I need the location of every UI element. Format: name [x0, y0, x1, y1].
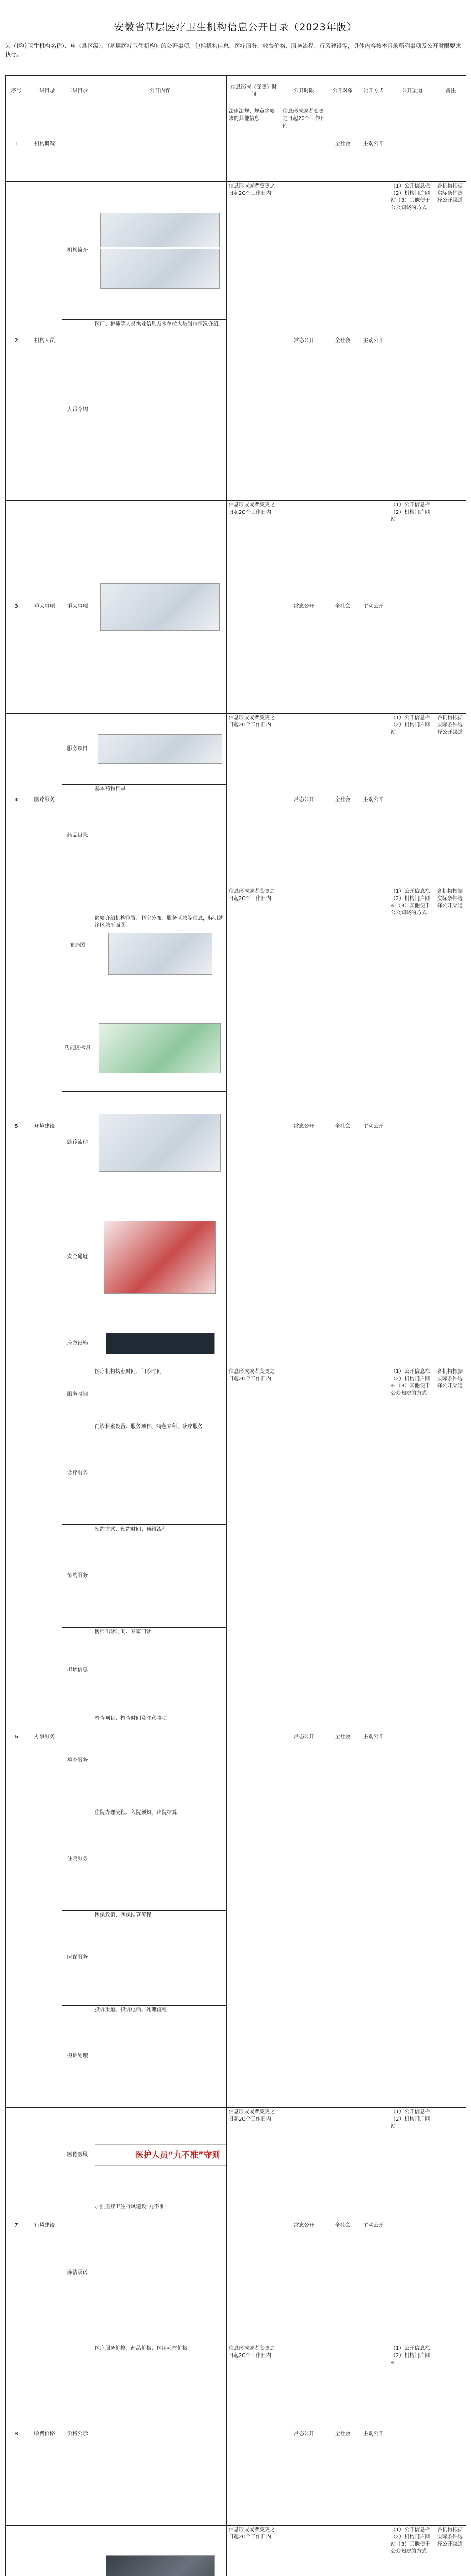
time-cell: 信息形成或者变更之日起20个工作日内: [227, 714, 281, 887]
content-cell: [93, 1194, 227, 1320]
header-cell: 公开对象: [327, 76, 358, 107]
level1-category: 机构人员: [27, 182, 62, 501]
row-number: 7: [6, 2108, 27, 2344]
limit-cell: 常态公开: [281, 714, 327, 887]
level1-category: 医疗服务: [27, 714, 62, 887]
floor-plan-image: [108, 933, 212, 975]
content-cell: 投诉渠道、投诉电话、处理流程: [93, 2005, 227, 2108]
target-cell: 全社会: [327, 107, 358, 182]
table-row: [6, 2108, 466, 2202]
document-intro: 为（医疗卫生机构名称）、申（县区级）、（基层医疗卫生机构）的公开事项，包括机构信息、医疗服务、收费价格、服务流程、行风建设等，具体内容按本目录所列事项及公开时限要求执行。: [5, 43, 461, 58]
content-cell: [93, 501, 227, 714]
content-cell: 医疗服务价格、药品价格、医用耗材价格: [93, 2344, 227, 2526]
exit-sign-photo: [106, 1333, 215, 1354]
channel-cell: （1）公开信息栏（2）机构门户网站: [389, 501, 435, 714]
target-cell: 全社会: [327, 887, 358, 1367]
level2-category: 布局图: [62, 887, 93, 1005]
content-cell: 基本药物目录: [93, 784, 227, 887]
header-cell: 序号: [6, 76, 27, 107]
level1-category: 机构概况: [27, 107, 62, 182]
certificate-photo: [100, 249, 220, 289]
channel-cell: （1）公开信息栏（2）机构门户网站: [389, 2108, 435, 2344]
note-cell: [435, 501, 466, 714]
channel-cell: （1）公开信息栏（2）机构门户网站（3）其他便于公众知晓的方式: [389, 1367, 435, 2108]
header-cell: 公开渠道: [389, 76, 435, 107]
level1-category: 行风建设: [27, 2108, 62, 2344]
level1-category: 环境建设: [27, 887, 62, 1367]
level2-category: 投诉处理: [62, 2005, 93, 2108]
row-number: 4: [6, 714, 27, 887]
channel-cell: （1）公开信息栏（2）机构门户网站: [389, 714, 435, 887]
level2-category: 价格公示: [62, 2344, 93, 2526]
way-cell: 主动公开: [358, 714, 389, 887]
content-cell: [93, 1320, 227, 1367]
way-cell: 主动公开: [358, 2344, 389, 2526]
content-cell: 医师、护师等人员执业信息及本单位人员岗位情况介绍。: [93, 319, 227, 501]
note-cell: 各机构根据实际条件选择公开渠道: [435, 1367, 466, 2108]
content-cell: 门诊科室设置、服务项目、特色专科、诊疗服务: [93, 1422, 227, 1525]
content-cell: 预约方式、预约时间、预约流程: [93, 1525, 227, 1628]
channel-cell: （1）公开信息栏（2）机构门户网站（3）其他便于公众知晓的方式: [389, 182, 435, 501]
level1-category: 办事服务: [27, 1367, 62, 2108]
document-title: 安徽省基层医疗卫生机构信息公开目录（2023年版）: [114, 22, 357, 33]
way-cell: 主动公开: [358, 887, 389, 1367]
way-cell: 主动公开: [358, 107, 389, 182]
table-row: [6, 501, 466, 714]
level2-category: 出诊信息: [62, 1627, 93, 1714]
time-cell: 信息形成或者变更之日起20个工作日内: [227, 501, 281, 714]
level2-category: 住院服务: [62, 1808, 93, 1911]
content-cell: [93, 182, 227, 320]
limit-cell: 常态公开: [281, 2344, 327, 2526]
nine-rules-banner: 医护人员“九不准”守则: [95, 2144, 227, 2166]
license-photo: [100, 213, 220, 247]
way-cell: 主动公开: [358, 182, 389, 501]
note-cell: 各机构根据实际条件选择公开渠道: [435, 887, 466, 1367]
level2-category: 安全通道: [62, 1194, 93, 1320]
level2-category: 功能区标识: [62, 1005, 93, 1091]
header-cell: 信息形成（变更）时间: [227, 76, 281, 107]
level2-category: [62, 107, 93, 182]
level2-category: 机构简介: [62, 182, 93, 320]
content-text: 简要介绍机构位置、科室分布、服务区域等信息，标明就诊区域平面图: [95, 916, 223, 929]
level2-category: 应急设施: [62, 1320, 93, 1367]
way-cell: 主动公开: [358, 1367, 389, 2108]
table-row: [6, 107, 466, 182]
content-cell: [93, 714, 227, 785]
note-cell: [435, 2344, 466, 2526]
time-cell: 信息形成或者变更之日起20个工作日内: [227, 2344, 281, 2526]
time-cell: 法律法规、规章等要求的其他信息: [227, 107, 281, 182]
level2-category: 服务项目: [62, 714, 93, 785]
time-cell: 信息形成或者变更之日起20个工作日内: [227, 2108, 281, 2344]
level2-category: 服务时间: [62, 1367, 93, 1422]
header-cell: 公开方式: [358, 76, 389, 107]
content-cell: 医师出诊时间、专家门诊: [93, 1627, 227, 1714]
target-cell: 全社会: [327, 1367, 358, 2108]
limit-cell: 信息形成或者变更之日起20个工作日内: [281, 107, 327, 182]
channel-cell: （1）公开信息栏（2）机构门户网站: [389, 2344, 435, 2526]
header-cell: 一级目录: [27, 76, 62, 107]
limit-cell: [281, 2525, 327, 2576]
limit-cell: 常态公开: [281, 2108, 327, 2344]
limit-cell: 常态公开: [281, 501, 327, 714]
service-desk-photo: [106, 2555, 215, 2576]
header-cell: 备注: [435, 76, 466, 107]
level2-category: 医保服务: [62, 1911, 93, 2005]
row-number: 8: [6, 2344, 27, 2526]
row-number: [6, 2525, 27, 2576]
notice-photo: [100, 583, 220, 631]
note-cell: 各机构根据实际条件选择公开渠道: [435, 182, 466, 501]
target-cell: [327, 2525, 358, 2576]
level2-category: 预约服务: [62, 1525, 93, 1628]
note-cell: [435, 107, 466, 182]
way-cell: 主动公开: [358, 2108, 389, 2344]
limit-cell: 常态公开: [281, 182, 327, 501]
content-cell: 医保政策、医保结算流程: [93, 1911, 227, 2005]
content-cell: 住院办理流程、入院须知、出院结算: [93, 1808, 227, 1911]
row-number: 2: [6, 182, 27, 501]
table-row: [6, 182, 466, 320]
limit-cell: 常态公开: [281, 887, 327, 1367]
content-cell: [93, 2525, 227, 2576]
level1-category: [27, 2525, 62, 2576]
service-board-photo: [98, 734, 222, 764]
channel-cell: （1）公开信息栏（2）机构门户网站（3）其他便于公众知晓的方式: [389, 2525, 435, 2576]
content-cell: 加强医疗卫生行风建设“九不准”: [93, 2202, 227, 2344]
level2-category: 廉洁承诺: [62, 2202, 93, 2344]
table-header-row: [6, 76, 466, 107]
time-cell: 信息形成或者变更之日起20个工作日内: [227, 182, 281, 501]
level2-category: 医德医风: [62, 2108, 93, 2202]
content-cell: 医疗机构执业时间、门诊时间: [93, 1367, 227, 1422]
time-cell: 信息形成或者变更之日起20个工作日内: [227, 1367, 281, 2108]
table-row: [6, 1367, 466, 1422]
row-number: 3: [6, 501, 27, 714]
row-number: 5: [6, 887, 27, 1367]
channel-cell: [389, 107, 435, 182]
row-number: 1: [6, 107, 27, 182]
way-cell: [358, 2525, 389, 2576]
note-cell: 各机构根据实际条件选择公开渠道: [435, 714, 466, 887]
level1-category: 重大事项: [27, 501, 62, 714]
table-row: [6, 714, 466, 785]
content-cell: [93, 2108, 227, 2202]
signage-photo: [99, 1023, 221, 1073]
time-cell: 信息形成或者变更之日起20个工作日内: [227, 2525, 281, 2576]
time-cell: 信息形成或者变更之日起20个工作日内: [227, 887, 281, 1367]
target-cell: 全社会: [327, 501, 358, 714]
row-number: 6: [6, 1367, 27, 2108]
level2-category: 检查服务: [62, 1714, 93, 1808]
table-row: [6, 2344, 466, 2526]
table-row: [6, 2525, 466, 2576]
level2-category: 人员介绍: [62, 319, 93, 501]
target-cell: 全社会: [327, 2344, 358, 2526]
content-cell: 检查项目、检查时间及注意事项: [93, 1714, 227, 1808]
level2-category: [62, 2525, 93, 2576]
level2-category: 重大事项: [62, 501, 93, 714]
flow-board-photo: [99, 1114, 221, 1172]
header-cell: 公开时限: [281, 76, 327, 107]
content-cell: [93, 1092, 227, 1194]
channel-cell: （1）公开信息栏（2）机构门户网站（3）其他便于公众知晓的方式: [389, 887, 435, 1367]
level2-category: 诊疗服务: [62, 1422, 93, 1525]
content-cell: [93, 887, 227, 1005]
content-cell: [93, 107, 227, 182]
header-cell: 二级目录: [62, 76, 93, 107]
fire-extinguisher-photo: [104, 1221, 216, 1294]
target-cell: 全社会: [327, 714, 358, 887]
table-row: [6, 887, 466, 1005]
level2-category: 就诊流程: [62, 1092, 93, 1194]
target-cell: 全社会: [327, 182, 358, 501]
content-cell: [93, 1005, 227, 1091]
level2-category: 药品目录: [62, 784, 93, 887]
note-cell: 各机构根据实际条件选择公开渠道: [435, 2525, 466, 2576]
level1-category: 收费价格: [27, 2344, 62, 2526]
way-cell: 主动公开: [358, 501, 389, 714]
note-cell: [435, 2108, 466, 2344]
target-cell: 全社会: [327, 2108, 358, 2344]
limit-cell: 常态公开: [281, 1367, 327, 2108]
header-cell: 公开内容: [93, 76, 227, 107]
disclosure-table: [5, 75, 466, 2576]
